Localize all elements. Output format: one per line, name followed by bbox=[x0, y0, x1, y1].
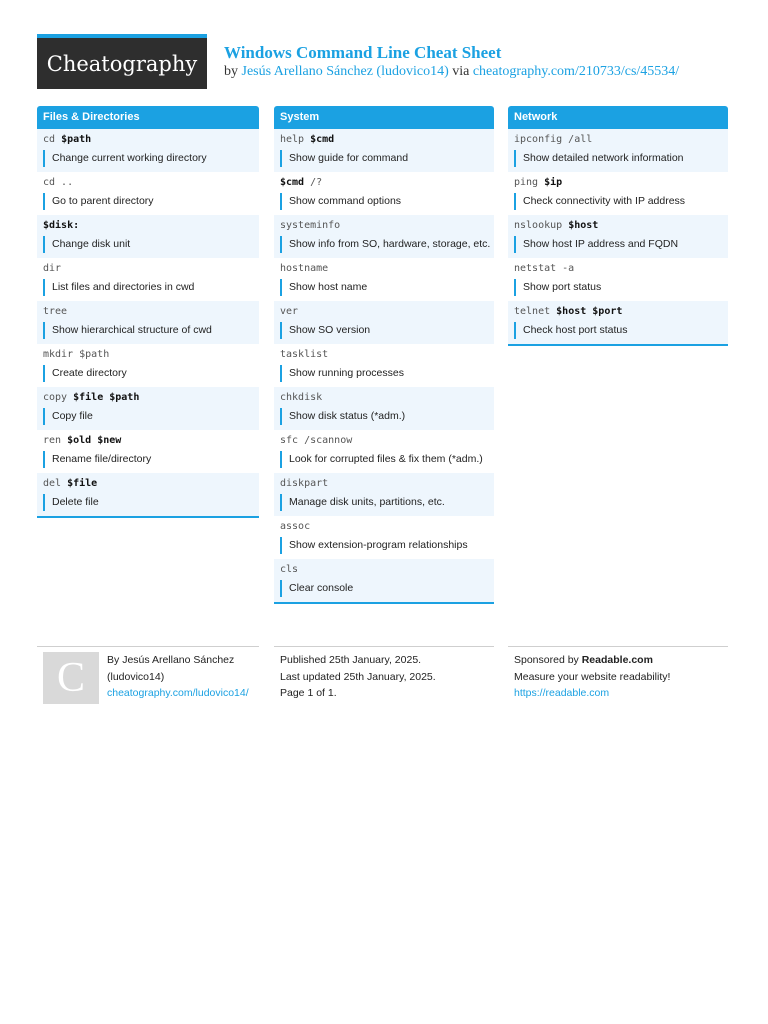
command-keyword: tasklist bbox=[280, 349, 329, 360]
cheat-entry bbox=[37, 215, 259, 258]
command-description: Delete file bbox=[43, 494, 259, 511]
command-description: Show disk status (*adm.) bbox=[280, 408, 494, 425]
command-param: $file bbox=[67, 478, 98, 489]
command-keyword: ping bbox=[514, 177, 545, 188]
footer-author bbox=[107, 652, 249, 702]
command-keyword: cls bbox=[280, 564, 299, 575]
footer-updated: Last updated 25th January, 2025. bbox=[280, 670, 436, 683]
footer-divider bbox=[274, 646, 494, 647]
cheat-block bbox=[508, 106, 728, 346]
byline bbox=[224, 64, 679, 80]
cheat-entry bbox=[37, 301, 259, 344]
footer-divider bbox=[508, 646, 728, 647]
cheat-block bbox=[37, 106, 259, 518]
cheat-entry bbox=[274, 215, 494, 258]
column-network bbox=[508, 106, 728, 346]
command-keyword: ver bbox=[280, 306, 299, 317]
command-keyword: /? bbox=[304, 177, 323, 188]
footer-sponsor bbox=[514, 652, 670, 702]
block-header: Files & Directories bbox=[37, 106, 259, 129]
command-keyword: cd bbox=[43, 134, 62, 145]
command-description: Change disk unit bbox=[43, 236, 259, 253]
cheat-entry bbox=[37, 344, 259, 387]
command-keyword: telnet bbox=[514, 306, 557, 317]
command-description: Show host IP address and FQDN bbox=[514, 236, 728, 253]
command-text bbox=[514, 133, 728, 147]
cheat-entry bbox=[274, 344, 494, 387]
footer-sponsor-line bbox=[514, 652, 670, 669]
footer-author-handle: (ludovico14) bbox=[107, 670, 165, 683]
sheet-title: Windows Command Line Cheat Sheet bbox=[224, 43, 502, 62]
column-files-directories bbox=[37, 106, 259, 518]
footer-author-url[interactable]: cheatography.com/ludovico14/ bbox=[107, 687, 249, 699]
command-param: $path bbox=[61, 134, 92, 145]
command-description: Show port status bbox=[514, 279, 728, 296]
command-param: $ip bbox=[544, 177, 563, 188]
command-description: Go to parent directory bbox=[43, 193, 259, 210]
footer-sponsor-name[interactable]: Readable.com bbox=[581, 654, 653, 666]
command-keyword: ren bbox=[43, 435, 68, 446]
cheat-entry bbox=[37, 473, 259, 516]
command-description: Check connectivity with IP address bbox=[514, 193, 728, 210]
byline-by: by bbox=[224, 64, 238, 79]
command-keyword: hostname bbox=[280, 263, 329, 274]
command-text bbox=[280, 434, 494, 448]
cheat-entry bbox=[508, 301, 728, 344]
command-keyword: netstat -a bbox=[514, 263, 575, 274]
cheat-block bbox=[274, 106, 494, 604]
footer-author-name: Jesús Arellano Sánchez bbox=[122, 654, 235, 666]
command-description: Show host name bbox=[280, 279, 494, 296]
avatar-letter: C bbox=[56, 655, 85, 701]
command-text bbox=[514, 219, 728, 233]
footer-author-line bbox=[107, 652, 249, 669]
command-description: Show command options bbox=[280, 193, 494, 210]
cheat-entry bbox=[274, 172, 494, 215]
command-text bbox=[280, 563, 494, 577]
command-keyword: cd .. bbox=[43, 177, 74, 188]
command-keyword: help bbox=[280, 134, 311, 145]
command-keyword: assoc bbox=[280, 521, 311, 532]
command-param: $cmd bbox=[280, 177, 305, 188]
cheat-entry bbox=[37, 430, 259, 473]
command-description: Show detailed network information bbox=[514, 150, 728, 167]
command-text bbox=[43, 262, 259, 276]
command-keyword: del bbox=[43, 478, 68, 489]
command-description: Change current working directory bbox=[43, 150, 259, 167]
cheat-entry bbox=[508, 129, 728, 172]
cheat-entry bbox=[274, 301, 494, 344]
footer-published: Published 25th January, 2025. bbox=[280, 654, 422, 666]
cheat-entry bbox=[274, 516, 494, 559]
command-text bbox=[43, 391, 259, 405]
command-text bbox=[280, 262, 494, 276]
command-param: $disk: bbox=[43, 220, 80, 231]
cheat-entry bbox=[274, 559, 494, 602]
command-keyword: diskpart bbox=[280, 478, 329, 489]
command-keyword: nslookup bbox=[514, 220, 569, 231]
block-header: System bbox=[274, 106, 494, 129]
cheat-entry bbox=[37, 387, 259, 430]
footer-sponsor-prefix: Sponsored by bbox=[514, 654, 579, 666]
cheat-entry bbox=[37, 172, 259, 215]
cheat-entry bbox=[274, 430, 494, 473]
author-avatar[interactable] bbox=[43, 652, 99, 704]
command-text bbox=[280, 391, 494, 405]
command-param: $old $new bbox=[67, 435, 122, 446]
command-description: Show guide for command bbox=[280, 150, 494, 167]
command-keyword: ipconfig /all bbox=[514, 134, 593, 145]
cheat-entry bbox=[274, 473, 494, 516]
command-description: Rename file/directory bbox=[43, 451, 259, 468]
command-description: Copy file bbox=[43, 408, 259, 425]
command-keyword: sfc /scannow bbox=[280, 435, 353, 446]
command-param: $host $port bbox=[556, 306, 623, 317]
command-description: Clear console bbox=[280, 580, 494, 597]
command-text bbox=[280, 520, 494, 534]
cheat-entry bbox=[508, 172, 728, 215]
cheat-entry bbox=[274, 258, 494, 301]
command-keyword: mkdir $path bbox=[43, 349, 110, 360]
command-text bbox=[43, 348, 259, 362]
sheet-url-link[interactable]: cheatography.com/210733/cs/45534/ bbox=[472, 64, 680, 79]
command-text bbox=[280, 477, 494, 491]
command-keyword: copy bbox=[43, 392, 74, 403]
cheat-entry bbox=[274, 387, 494, 430]
cheat-entry bbox=[37, 129, 259, 172]
command-text bbox=[43, 219, 259, 233]
command-text bbox=[280, 219, 494, 233]
footer-dates bbox=[280, 652, 436, 702]
command-keyword: tree bbox=[43, 306, 68, 317]
footer-sponsor-tagline: Measure your website readability! bbox=[514, 670, 671, 683]
author-link[interactable]: Jesús Arellano Sánchez (ludovico14) bbox=[241, 64, 449, 79]
cheat-entry bbox=[37, 258, 259, 301]
command-keyword: chkdisk bbox=[280, 392, 323, 403]
command-description: Create directory bbox=[43, 365, 259, 382]
footer-page: Page 1 of 1. bbox=[280, 687, 337, 699]
command-keyword: dir bbox=[43, 263, 62, 274]
command-param: $cmd bbox=[310, 134, 335, 145]
command-description: Show info from SO, hardware, storage, etc. bbox=[280, 236, 494, 253]
command-text bbox=[280, 133, 494, 147]
command-text bbox=[43, 305, 259, 319]
command-text bbox=[43, 477, 259, 491]
byline-via: via bbox=[452, 64, 470, 79]
command-param: $file $path bbox=[73, 392, 140, 403]
footer-sponsor-url[interactable]: https://readable.com bbox=[514, 687, 610, 699]
command-text bbox=[280, 305, 494, 319]
command-description: Show SO version bbox=[280, 322, 494, 339]
command-text bbox=[43, 133, 259, 147]
command-text bbox=[514, 262, 728, 276]
cheatography-logo[interactable] bbox=[37, 34, 207, 89]
cheat-entry bbox=[508, 215, 728, 258]
command-description: Show hierarchical structure of cwd bbox=[43, 322, 259, 339]
cheat-entry bbox=[274, 129, 494, 172]
command-text bbox=[514, 305, 728, 319]
command-description: Show extension-program relationships bbox=[280, 537, 494, 554]
command-description: Check host port status bbox=[514, 322, 728, 339]
cheat-entry bbox=[508, 258, 728, 301]
logo-text: Cheatography bbox=[46, 51, 198, 76]
command-text bbox=[280, 176, 494, 190]
footer-author-prefix: By bbox=[107, 654, 120, 666]
command-keyword: systeminfo bbox=[280, 220, 341, 231]
command-text bbox=[514, 176, 728, 190]
command-text bbox=[43, 176, 259, 190]
command-description: Show running processes bbox=[280, 365, 494, 382]
command-description: Look for corrupted files & fix them (*adm.) bbox=[280, 451, 494, 468]
block-header: Network bbox=[508, 106, 728, 129]
command-description: Manage disk units, partitions, etc. bbox=[280, 494, 494, 511]
command-description: List files and directories in cwd bbox=[43, 279, 259, 296]
footer-divider bbox=[37, 646, 259, 647]
column-system bbox=[274, 106, 494, 604]
command-param: $host bbox=[568, 220, 599, 231]
command-text bbox=[280, 348, 494, 362]
command-text bbox=[43, 434, 259, 448]
